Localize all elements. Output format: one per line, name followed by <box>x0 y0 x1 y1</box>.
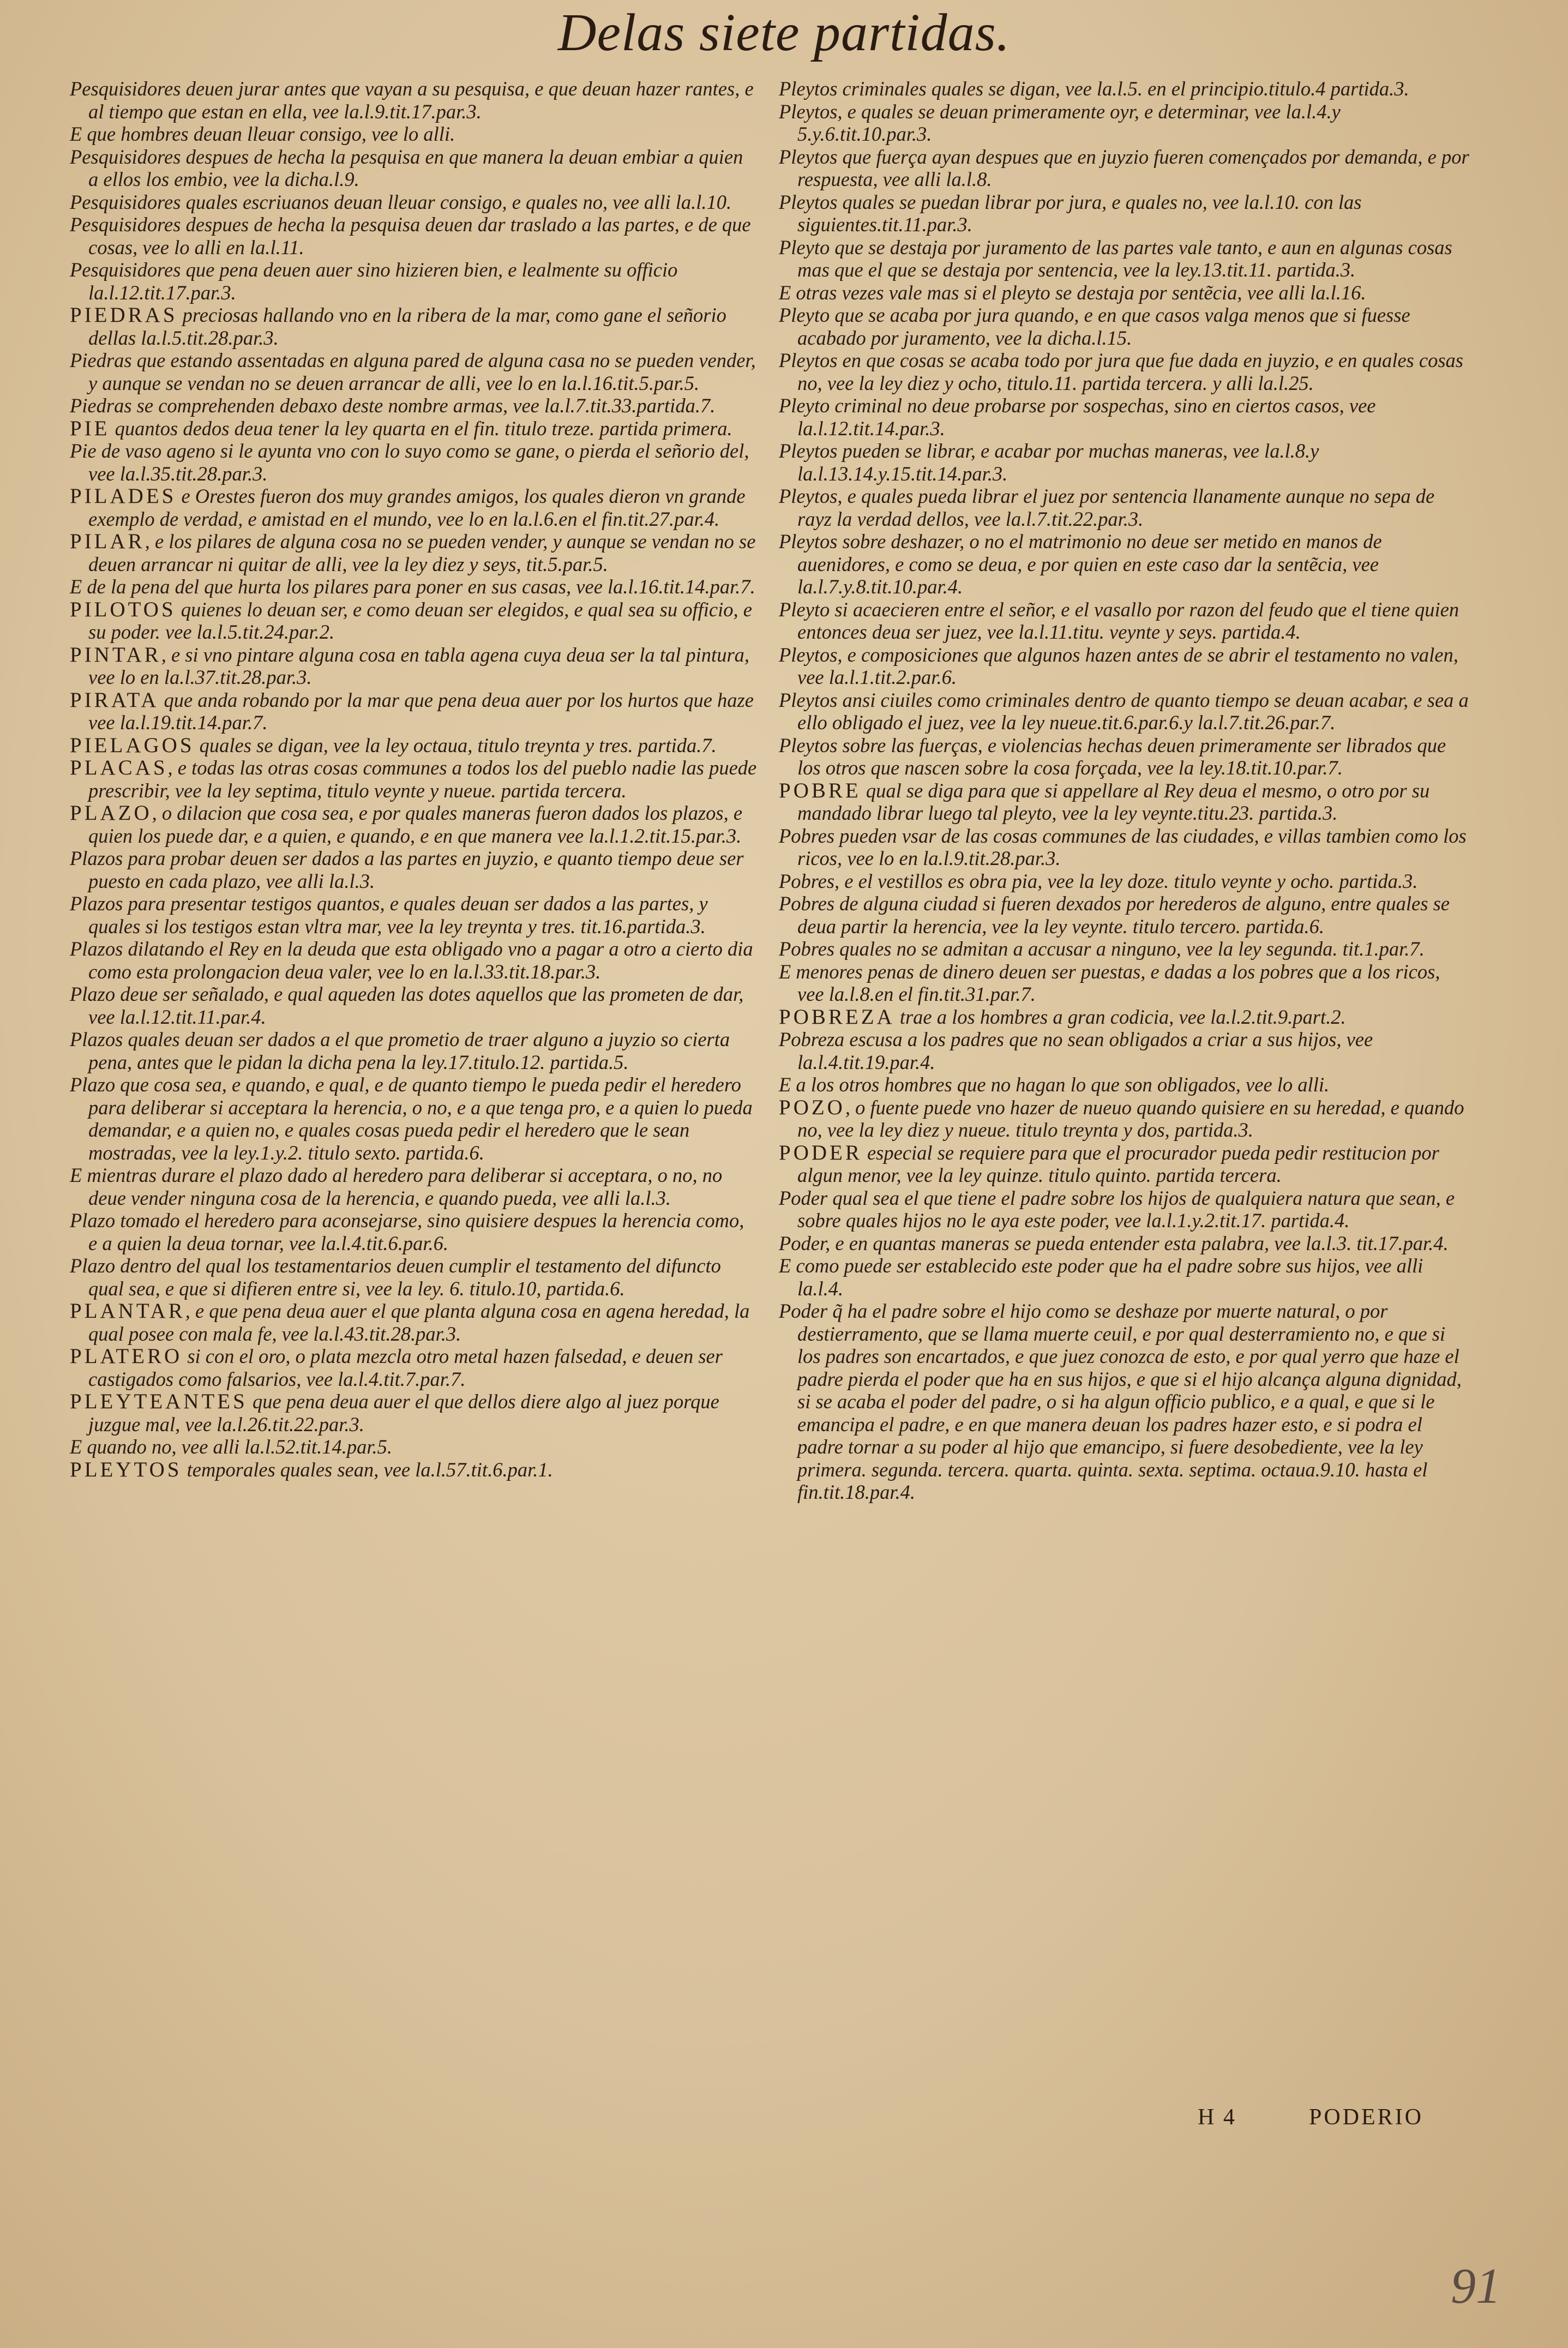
entry-text: Pleytos, e quales se deuan primeramente oyr, e determinar, vee la.l.4.y 5.y.6.tit.10.par.3. <box>779 100 1341 145</box>
entry-text: E que hombres deuan lleuar consigo, vee lo alli. <box>70 123 455 145</box>
entry-keyword: PIRATA <box>70 688 159 712</box>
index-entry <box>70 1390 757 1436</box>
index-entry <box>70 1073 757 1164</box>
entry-keyword: POBREZA <box>779 1005 895 1029</box>
entry-text: Pesquisidores deuen jurar antes que vayan a su pesquisa, e que deuan hazer rantes, e al tiempo que estan en ella, vee la.l.9.tit.17.par.3. <box>70 77 754 123</box>
entry-keyword: POBRE <box>779 778 861 802</box>
index-entry <box>70 689 757 734</box>
index-entry <box>779 1232 1470 1255</box>
index-entry <box>70 304 757 349</box>
entry-keyword: PLAZO <box>70 801 152 825</box>
entry-keyword: PLEYTOS <box>70 1457 182 1481</box>
index-entry <box>779 485 1470 530</box>
entry-text: trae a los hombres a gran codicia, vee la.l.2.tit.9.part.2. <box>894 1005 1346 1028</box>
index-entry <box>70 575 757 598</box>
entry-text: Plazos dilatando el Rey en la deuda que esta obligado vno a pagar a otro a cierto dia como esta prolongacion deua valer, vee lo en la.l.33.tit.18.par.3. <box>70 938 753 983</box>
index-entry <box>779 892 1470 938</box>
entry-text: , e si vno pintare alguna cosa en tabla agena cuya deua ser la tal pintura, vee lo en la.l.37.tit.28.par.3. <box>88 643 750 688</box>
entry-text: Pleytos quales se puedan librar por jura, e quales no, vee la.l.10. con las siguientes.tit.11.par.3. <box>779 190 1362 236</box>
entry-keyword: PIE <box>70 416 110 440</box>
index-entry <box>70 1028 757 1073</box>
entry-text: Pleyto que se destaja por juramento de las partes vale tanto, e aun en algunas cosas mas que el que se destaja por sentencia, vee la ley.13.tit.11. partida.3. <box>779 236 1452 281</box>
entry-text: E menores penas de dinero deuen ser puestas, e dadas a los pobres que a los ricos, vee la.l.8.en el fin.tit.31.par.7. <box>779 960 1440 1005</box>
index-entry <box>70 485 757 530</box>
index-entry <box>779 825 1470 870</box>
entry-text: Poder qual sea el que tiene el padre sobre los hijos de qualquiera natura que sean, e sobre quales hijos no le aya este poder, vee la.l.1.y.2.tit.17. partida.4. <box>779 1186 1455 1232</box>
entry-text: Pleyto que se acaba por jura quando, e en que casos valga menos que si fuesse acabado por juramento, vee la dicha.l.15. <box>779 304 1410 349</box>
entry-text: especial se requiere para que el procurador pueda pedir restitucion por algun menor, vee la ley quinze. titulo quinto. partida tercera. <box>797 1141 1439 1186</box>
index-entry <box>779 644 1470 689</box>
entry-text: Poder, e en quantas maneras se pueda entender esta palabra, vee la.l.3. tit.17.par.4. <box>779 1232 1449 1254</box>
entry-text: Pleytos criminales quales se digan, vee la.l.5. en el principio.titulo.4 partida.3. <box>779 77 1409 100</box>
entry-text: Pleyto criminal no deue probarse por sospechas, sino en ciertos casos, vee la.l.12.tit.14.par.3. <box>779 394 1376 440</box>
entry-text: Piedras que estando assentadas en alguna pared de alguna casa no se pueden vender, y aunque se vendan no se deuen arrancar de alli, vee lo en la.l.16.tit.5.par.5. <box>70 349 756 394</box>
index-entry <box>70 530 757 575</box>
entry-text: Pobres, e el vestillos es obra pia, vee la ley doze. titulo veynte y ocho. partida.3. <box>779 869 1418 892</box>
index-entry <box>70 213 757 259</box>
entry-text: Pobres pueden vsar de las cosas communes de las ciudades, e villas tambien como los ricos, vee lo en la.l.9.tit.28.par.3. <box>779 824 1467 869</box>
entry-keyword: PILAR <box>70 530 145 553</box>
entry-text: , e los pilares de alguna cosa no se pueden vender, y aunque se vendan no se deuen arrancar ni quitar de alli, vee la ley diez y seys, tit.5.par.5. <box>88 530 756 575</box>
entry-text: E mientras durare el plazo dado al heredero para deliberar si acceptara, o no, no deue vender ninguna cosa de la herencia, e quando pueda, vee alli la.l.3. <box>70 1164 723 1209</box>
index-entry <box>779 1073 1470 1096</box>
index-entry <box>70 259 757 304</box>
index-entry <box>70 1300 757 1345</box>
entry-text: Pesquisidores despues de hecha la pesquisa deuen dar traslado a las partes, e de que cosas, vee lo alli en la.l.11. <box>70 213 751 259</box>
entry-text: Pleytos sobre deshazer, o no el matrimonio no deue ser metido en manos de auenidores, e como se deua, e por quien en este caso dar la sentẽcia, vee la.l.7.y.8.tit.10.par.4. <box>779 530 1382 598</box>
entry-text: Pleytos en que cosas se acaba todo por jura que fue dada en juyzio, e en quales cosas no, vee la ley diez y ocho, titulo.11. partida tercera. y alli la.l.25. <box>779 349 1463 394</box>
entry-text: Plazos para probar deuen ser dados a las partes en juyzio, e quanto tiempo deue ser puesto en cada plazo, vee alli la.l.3. <box>70 847 744 892</box>
folio-number: 91 <box>1451 2258 1501 2314</box>
index-entry <box>70 1254 757 1300</box>
entry-text: Pobreza escusa a los padres que no sean obligados a criar a sus hijos, vee la.l.4.tit.19.par.4. <box>779 1028 1373 1073</box>
entry-text: E otras vezes vale mas si el pleyto se destaja por sentẽcia, vee alli la.l.16. <box>779 281 1366 304</box>
entry-text: Plazo tomado el heredero para aconsejarse, sino quisiere despues la herencia como, e a quien la deua tornar, vee la.l.4.tit.6.par.6. <box>70 1209 744 1254</box>
index-entry <box>779 1142 1470 1187</box>
index-entry <box>779 1006 1470 1029</box>
index-entry <box>70 77 757 123</box>
index-entry <box>70 892 757 938</box>
entry-text: Pobres de alguna ciudad si fueren dexados por herederos de alguno, entre quales se deua partir la herencia, vee la ley veynte. titulo tercero. partida.6. <box>779 892 1450 938</box>
entry-text: E a los otros hombres que no hagan lo que son obligados, vee lo alli. <box>779 1073 1330 1096</box>
index-entry <box>70 123 757 146</box>
index-entry <box>70 1436 757 1458</box>
index-entry <box>779 440 1470 485</box>
index-entry <box>779 870 1470 893</box>
entry-text: quales se digan, vee la ley octaua, titulo treynta y tres. partida.7. <box>194 734 717 756</box>
entry-text: Pleytos, e quales pueda librar el juez por sentencia llanamente aunque no sepa de rayz la verdad dellos, vee la.l.7.tit.22.par.3. <box>779 485 1435 530</box>
left-column <box>70 77 757 1481</box>
index-entry <box>779 1187 1470 1232</box>
signature-mark: H 4 <box>1198 2105 1236 2130</box>
entry-text: E de la pena del que hurta los pilares para poner en sus casas, vee la.l.16.tit.14.par.7. <box>70 575 755 598</box>
right-column <box>779 77 1470 1504</box>
entry-text: quantos dedos deua tener la ley quarta en el fin. titulo treze. partida primera. <box>110 417 732 440</box>
index-entry <box>779 689 1470 734</box>
entry-text: Pleytos, e composiciones que algunos hazen antes de se abrir el testamento no valen, vee la.l.1.tit.2.par.6. <box>779 643 1458 688</box>
entry-text: Poder q̃ ha el padre sobre el hijo como se deshaze por muerte natural, o por destierramento, que se llama muerte ceuil, e por qual desterramiento no, e que si los padres son encartados, e que juez conozca de esto, e por qual yerro que haze el padre pierda el poder que ha en sus hijos, e que si el hijo alcança alguna dignidad, si se acaba el poder del padre, o si ha algun officio publico, e a qual, e que si le emancipa el padre, e en que manera deuan los padres hazer esto, e si podra el padre tornar a su poder al hijo que emancipo, si fuere desobediente, vee la ley primera. segunda. tercera. quarta. quinta. sexta. septima. octaua.9.10. hasta el fin.tit.18.par.4. <box>779 1300 1462 1503</box>
entry-keyword: PLEYTEANTES <box>70 1390 248 1413</box>
entry-text: preciosas hallando vno en la ribera de la mar, como gane el señorio dellas la.l.5.tit.28.par.3. <box>88 304 726 349</box>
index-entry <box>779 1028 1470 1073</box>
index-entry <box>779 1096 1470 1142</box>
entry-text: Pesquisidores que pena deuen auer sino hizieren bien, e lealmente su officio la.l.12.tit.17.par.3. <box>70 259 678 304</box>
index-entry <box>779 779 1470 825</box>
entry-text: qual se diga para que si appellare al Rey deua el mesmo, o otro por su mandado librar luego tal pleyto, vee la ley veynte.titu.23. partida.3. <box>797 779 1430 824</box>
entry-text: Pleytos que fuerça ayan despues que en juyzio fueren començados por demanda, e por respuesta, vee alli la.l.8. <box>779 145 1469 190</box>
entry-keyword: PLATERO <box>70 1344 183 1368</box>
page-title: Delas siete partidas. <box>557 3 1011 62</box>
entry-text: , o dilacion que cosa sea, e por quales maneras fueron dados los plazos, e quien los puede dar, e a quien, e quando, e en que manera vee la.l.1.2.tit.15.par.3. <box>88 802 743 847</box>
entry-keyword: PIEDRAS <box>70 303 178 327</box>
entry-text: Plazos quales deuan ser dados a el que prometio de traer alguno a juyzio so cierta pena, antes que le pidan la dicha pena la ley.17.titulo.12. partida.5. <box>70 1028 730 1073</box>
index-entry <box>70 191 757 214</box>
entry-keyword: PLACAS <box>70 756 168 779</box>
entry-text: Pobres quales no se admitan a accusar a ninguno, vee la ley segunda. tit.1.par.7. <box>779 938 1425 960</box>
entry-text: Plazo que cosa sea, e quando, e qual, e de quanto tiempo le pueda pedir el heredero para deliberar si acceptara la herencia, o no, e a que tenga pro, e a quien lo pueda demandar, e a quien no, e quales cosas pueda pedir el heredero que le sean mostradas, vee la ley.1.y.2. titulo sexto. partida.6. <box>70 1073 753 1164</box>
entry-text: que pena deua auer el que dellos diere algo al juez porque juzgue mal, vee la.l.26.tit.22.par.3. <box>88 1390 719 1436</box>
entry-text: que anda robando por la mar que pena deua auer por los hurtos que haze vee la.l.19.tit.14.par.7. <box>88 688 754 734</box>
entry-text: Pleytos pueden se librar, e acabar por muchas maneras, vee la.l.8.y la.l.13.14.y.15.tit.14.par.3. <box>779 440 1319 485</box>
index-entry <box>70 349 757 394</box>
index-entry <box>70 734 757 757</box>
index-entry <box>779 304 1470 349</box>
catchword: PODERIO <box>1309 2105 1424 2130</box>
index-entry <box>70 756 757 802</box>
entry-text: Pleytos sobre las fuerças, e violencias hechas deuen primeramente ser librados que los otros que nascen sobre la cosa forçada, vee la ley.18.tit.10.par.7. <box>779 734 1446 779</box>
entry-text: Pleyto si acaecieren entre el señor, e el vasallo por razon del feudo que el tiene quien entonces deua ser juez, vee la.l.11.titu. veynte y seys. partida.4. <box>779 598 1459 643</box>
entry-keyword: PINTAR <box>70 642 161 666</box>
index-entry <box>70 847 757 892</box>
index-entry <box>70 1458 757 1481</box>
entry-text: temporales quales sean, vee la.l.57.tit.6.par.1. <box>182 1458 553 1481</box>
entry-text: Pie de vaso ageno si le ayunta vno con lo suyo como se gane, o pierda el señorio del, vee la.l.35.tit.28.par.3. <box>70 440 749 485</box>
index-entry <box>779 77 1470 100</box>
entry-keyword: PILADES <box>70 484 177 508</box>
entry-keyword: PLANTAR <box>70 1299 185 1323</box>
entry-text: E como puede ser establecido este poder que ha el padre sobre sus hijos, vee alli la.l.4. <box>779 1254 1423 1300</box>
index-entry <box>779 1254 1470 1300</box>
index-entry <box>70 983 757 1028</box>
index-entry <box>70 598 757 644</box>
index-entry <box>70 644 757 689</box>
entry-keyword: PODER <box>779 1140 862 1164</box>
index-entry <box>70 802 757 847</box>
index-entry <box>779 1300 1470 1504</box>
index-entry <box>779 281 1470 304</box>
entry-keyword: PIELAGOS <box>70 733 195 757</box>
entry-text: si con el oro, o plata mezcla otro metal hazen falsedad, e deuen ser castigados como falsarios, vee la.l.4.tit.7.par.7. <box>88 1345 723 1390</box>
entry-text: Plazo dentro del qual los testamentarios deuen cumplir el testamento del difuncto qual sea, e que si difieren entre si, vee la ley. 6. titulo.10, partida.6. <box>70 1254 721 1300</box>
entry-text: , e que pena deua auer el que planta alguna cosa en agena heredad, la qual posee con mala fe, vee la.l.43.tit.28.par.3. <box>88 1300 750 1345</box>
entry-text: Pesquisidores quales escriuanos deuan lleuar consigo, e quales no, vee alli la.l.10. <box>70 190 732 213</box>
entry-text: Plazo deue ser señalado, e qual aqueden las dotes aquellos que las prometen de dar, vee la.l.12.tit.11.par.4. <box>70 983 744 1028</box>
entry-text: Pleytos ansi ciuiles como criminales dentro de quanto tiempo se deuan acabar, e sea a ello obligado el juez, vee la ley nueue.tit.6.par.6.y la.l.7.tit.26.par.7. <box>779 688 1469 734</box>
index-entry <box>779 938 1470 960</box>
entry-text: Piedras se comprehenden debaxo deste nombre armas, vee la.l.7.tit.33.partida.7. <box>70 394 716 417</box>
index-entry <box>779 191 1470 236</box>
index-entry <box>70 1345 757 1390</box>
index-entry <box>70 440 757 485</box>
index-entry <box>779 349 1470 394</box>
index-entry <box>70 938 757 983</box>
index-entry <box>779 100 1470 146</box>
index-entry <box>70 417 757 440</box>
index-entry <box>779 236 1470 281</box>
entry-text: Plazos para presentar testigos quantos, e quales deuan ser dados a las partes, y quales si los testigos estan vltra mar, vee la ley treynta y tres. tit.16.partida.3. <box>70 892 708 938</box>
entry-text: e Orestes fueron dos muy grandes amigos, los quales dieron vn grande exemplo de verdad, e amistad en el mundo, vee lo en la.l.6.en el fin.tit.27.par.4. <box>88 485 746 530</box>
index-entry <box>779 734 1470 779</box>
entry-text: quienes lo deuan ser, e como deuan ser elegidos, e qual sea su officio, e su poder. vee la.l.5.tit.24.par.2. <box>88 598 752 643</box>
index-entry <box>779 530 1470 598</box>
index-entry <box>70 1164 757 1209</box>
index-entry <box>70 1209 757 1254</box>
entry-text: , o fuente puede vno hazer de nueuo quando quisiere en su heredad, e quando no, vee la ley diez y nueue. titulo treynta y dos, partida.3. <box>797 1096 1464 1141</box>
entry-keyword: POZO <box>779 1095 845 1119</box>
index-entry <box>779 960 1470 1006</box>
index-entry <box>70 146 757 191</box>
index-entry <box>779 598 1470 644</box>
entry-keyword: PILOTOS <box>70 597 176 621</box>
entry-text: , e todas las otras cosas communes a todos los del pueblo nadie las puede prescribir, vee la ley septima, titulo veynte y nueue. partida tercera. <box>88 756 757 802</box>
index-entry <box>779 146 1470 191</box>
index-entry <box>70 394 757 417</box>
entry-text: E quando no, vee alli la.l.52.tit.14.par.5. <box>70 1436 393 1458</box>
index-entry <box>779 394 1470 440</box>
entry-text: Pesquisidores despues de hecha la pesquisa en que manera la deuan embiar a quien a ellos los embio, vee la dicha.l.9. <box>70 145 743 190</box>
